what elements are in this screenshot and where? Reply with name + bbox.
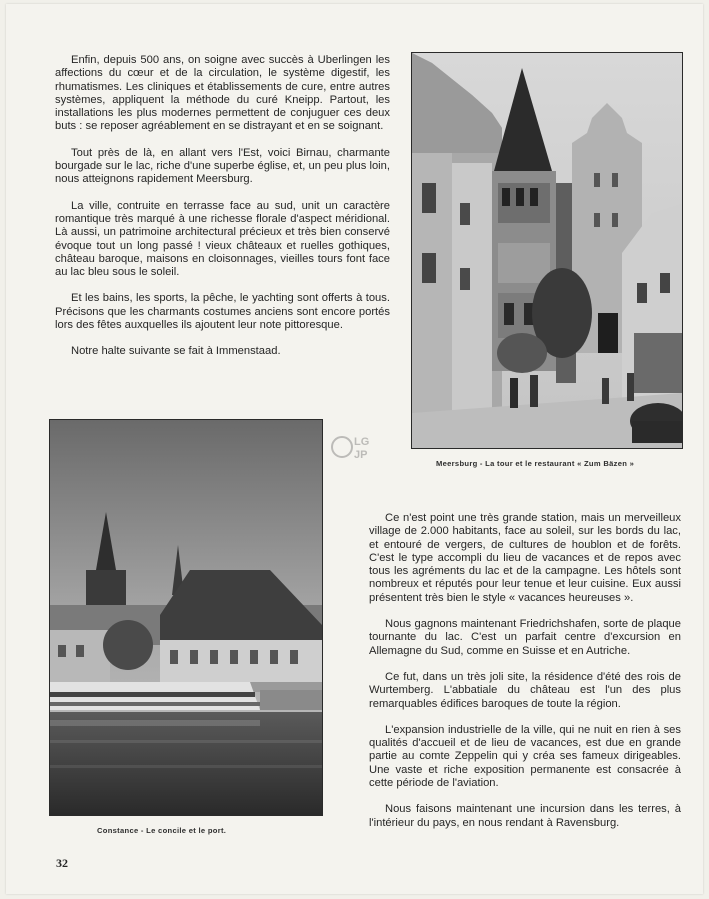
- paragraph-sports: Et les bains, les sports, la pêche, le yachting sont offerts à tous. Précisons que les charmants costumes anciens sont encore portés lors des fêtes auxquelles ils ajoutent leur note pittoresque.: [55, 292, 390, 332]
- right-text-column: [369, 512, 681, 843]
- paragraph-zeppelin: L'expansion industrielle de la ville, qui ne nuit en rien à ses qualités d'accueil et de lieu de vacances, est due en grande partie au comte Zeppelin qui y créa ses fameux dirigeables. Une vaste et riche exposition permanente est consacrée à cette période de l'aviation.: [369, 723, 681, 790]
- constance-caption: Constance - Le concile et le port.: [97, 826, 227, 835]
- paragraph-immenstaad: Notre halte suivante se fait à Immenstaad.: [71, 345, 281, 358]
- paragraph-wurtemberg: Ce fut, dans un très joli site, la résidence d'été des rois de Wurtemberg. L'abbatiale du château est l'un des plus remarquables édifices baroques de toute la région.: [369, 670, 681, 710]
- paragraph-friedrichshafen: Nous gagnons maintenant Friedrichshafen, sorte de plaque tournante du lac. C'est un parfait centre d'excursion en Allemagne du Sud, comme en Suisse et en Autriche.: [369, 618, 681, 657]
- paragraph-ravensburg: Nous faisons maintenant une incursion dans les terres, à l'intérieur du pays, en nous rendant à Ravensburg.: [369, 803, 681, 829]
- stamp-text-bottom: JP: [354, 449, 368, 461]
- library-stamp-seal: [330, 430, 376, 464]
- paragraph-uberlingen: Enfin, depuis 500 ans, on soigne avec succès à Uberlingen les affections du cœur et de la circulation, le système digestif, les rhumatismes. Les cliniques et établissements de cure, entre autres systèmes, appliquent la méthode du curé Kneipp. Partout, les installations les plus modernes permettent de conjuguer ces deux buts : se reposer agréablement en se distrayant et en se soignant.: [55, 54, 390, 133]
- paragraph-meersburg: La ville, contruite en terrasse face au sud, unit un caractère romantique très marqué à une richesse florale d'aspect méridional. Là aussi, un patrimoine architectural précieux et très bien conservé évoque tout un long passé ! vieux châteaux et ruelles gothiques, château baroque, maisons en cloisonnages, vieilles tours font face au lac bleu sous le soleil.: [55, 199, 390, 279]
- stamp-text-top: LG: [354, 436, 370, 448]
- meersburg-caption: Meersburg - La tour et le restaurant « Zum Bäzen »: [436, 459, 635, 468]
- left-text-column: [55, 54, 390, 372]
- page-number: 32: [56, 856, 68, 870]
- meersburg-photo: [411, 52, 683, 449]
- constance-photo: [49, 419, 323, 816]
- paragraph-birnau: Tout près de là, en allant vers l'Est, voici Birnau, charmante bourgade sur le lac, riche d'une superbe église, et, un peu plus loin, nous atteignons rapidement Meersburg.: [55, 146, 390, 186]
- paragraph-immenstaad-description: Ce n'est point une très grande station, mais un merveilleux village de 2.000 habitants, face au soleil, sur les bords du lac, et entouré de vergers, de cultures de houblon et de forêts. C'est le type accompli du lieu de vacances et de repos avec tous les agréments du lac et de la campagne. Les hôtels sont nombreux et réputés pour leur tenue et leur cuisine. Eux aussi présentent très bien le style « vacances heureuses ».: [369, 512, 681, 604]
